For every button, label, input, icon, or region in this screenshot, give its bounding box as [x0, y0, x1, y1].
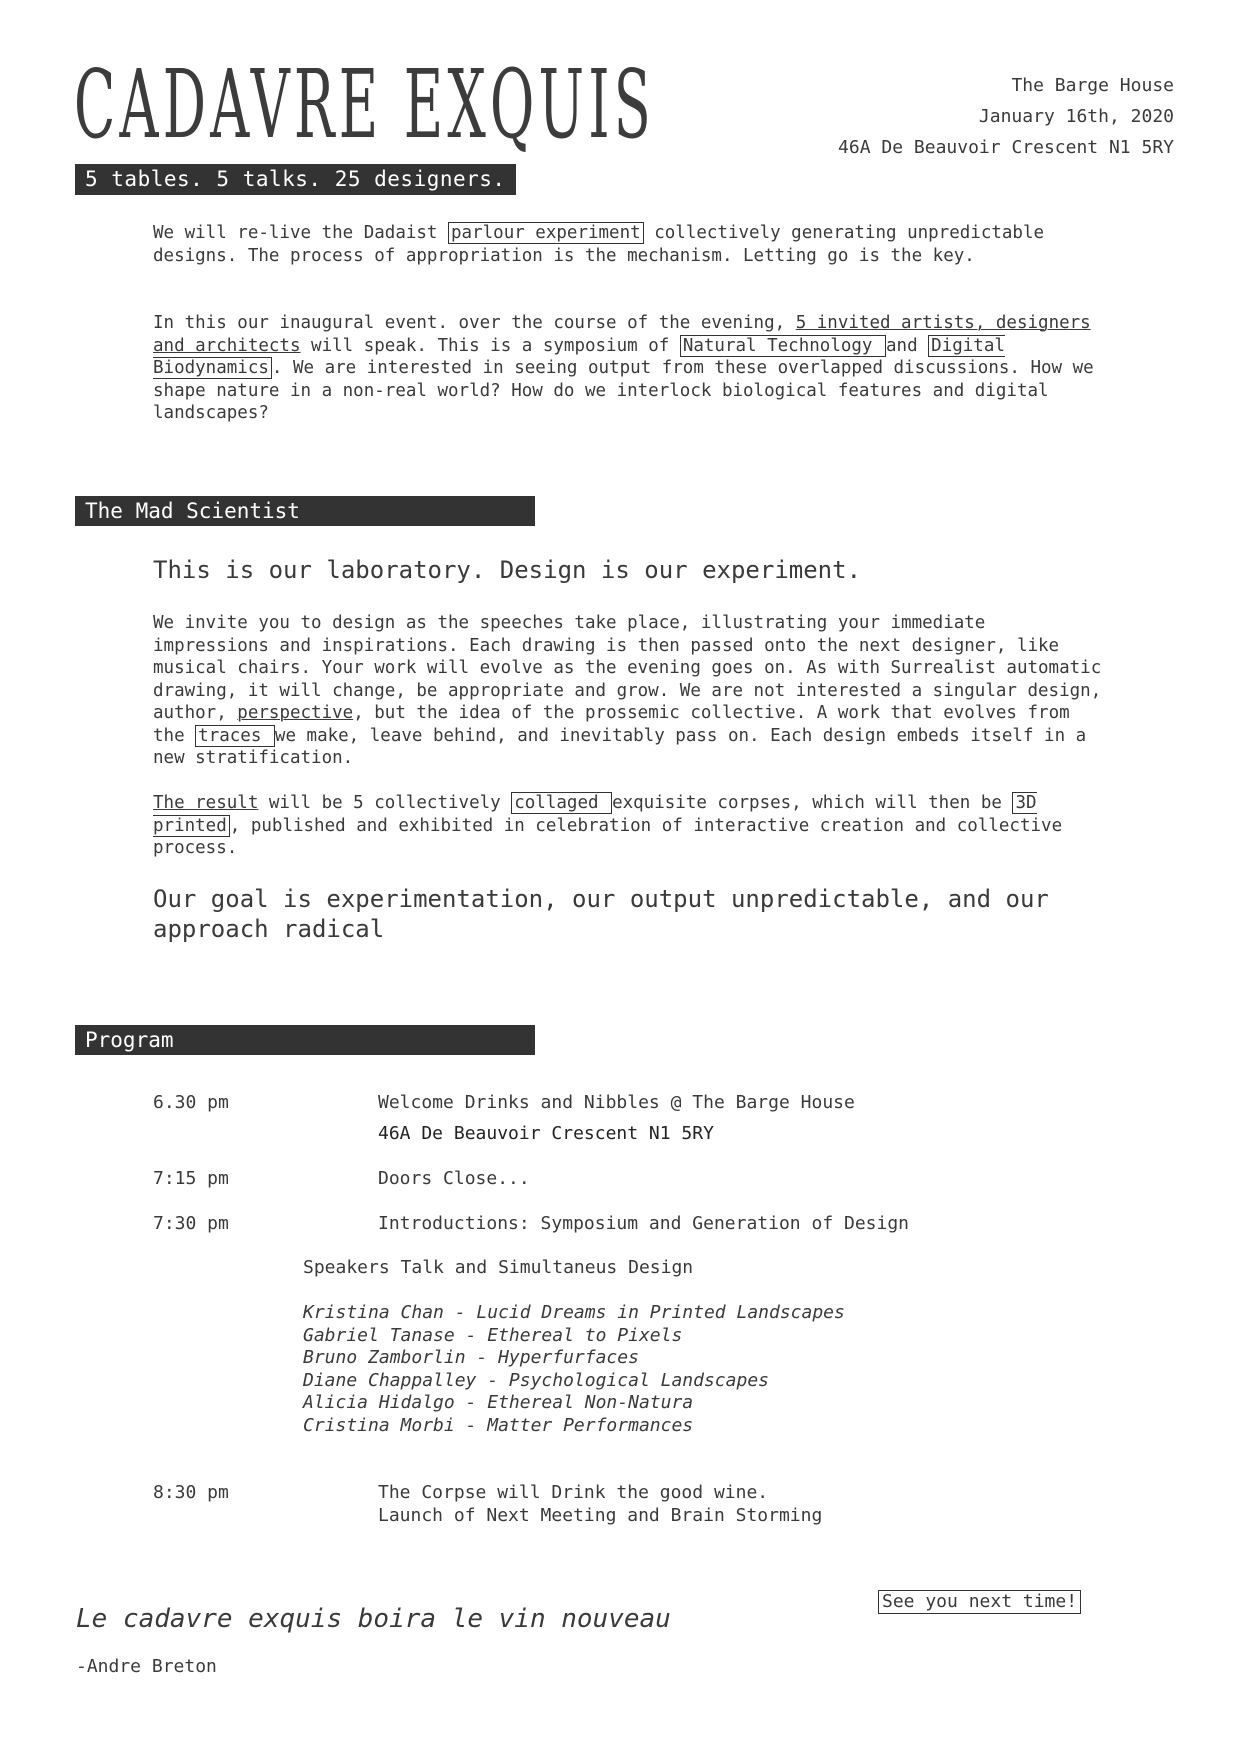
- program-item-1: Welcome Drinks and Nibbles @ The Barge House: [378, 1092, 855, 1113]
- text-run: , but the idea of the prossemic collective. A work that evolves from the: [153, 703, 1070, 746]
- program-item-4-extra: Launch of Next Meeting and Brain Storming: [378, 1505, 823, 1526]
- text-run: We invite you to design as the speeches take place, illustrating your immediate impressions and inspirations. Each drawing is then passed onto the next designer, like musical chairs. Your work will evolve as the evening goes on. As with Surrealist automatic drawing, it will change, be appropriate and grow. We are not interested a singular design, author,: [153, 613, 1102, 723]
- program-time-1: 6.30 pm: [153, 1092, 229, 1113]
- section-heading-mad-scientist: The Mad Scientist: [75, 496, 535, 526]
- program-item-4: The Corpse will Drink the good wine.: [378, 1482, 769, 1503]
- boxed-term-digital-biodynamics: Digital Biodynamics: [153, 335, 1005, 378]
- underlined-result: The result: [153, 793, 259, 813]
- event-title: CADAVRE EXQUIS: [74, 49, 655, 160]
- text-run: collectively generating unpredictable designs. The process of appropriation is the mechanism. Letting go is the key.: [153, 223, 1045, 266]
- event-date: January 16th, 2020: [978, 106, 1174, 127]
- text-run: We will re-live the Dadaist: [153, 223, 449, 243]
- see-you-box: See you next time!: [878, 1590, 1081, 1614]
- boxed-term-natural-technology: Natural Technology: [680, 335, 886, 357]
- boxed-term-traces: traces: [195, 725, 275, 747]
- program-subheading: Speakers Talk and Simultaneus Design: [303, 1257, 694, 1278]
- venue-address: 46A De Beauvoir Crescent N1 5RY: [838, 137, 1174, 158]
- text-run: we make, leave behind, and inevitably pass on. Each design embeds itself in a new stratification.: [153, 725, 1087, 768]
- section-heading-program: Program: [75, 1025, 535, 1055]
- program-time-4: 8:30 pm: [153, 1482, 229, 1503]
- text-run: will speak. This is a symposium of: [300, 335, 680, 356]
- speaker-item: Kristina Chan - Lucid Dreams in Printed Landscapes: [303, 1302, 845, 1323]
- program-item-1-address: 46A De Beauvoir Crescent N1 5RY: [378, 1123, 714, 1144]
- text-run: will be 5 collectively: [258, 793, 512, 813]
- text-run: exquisite corpses, which will then be: [612, 793, 1013, 813]
- text-run: and: [886, 335, 929, 356]
- goal-statement: Our goal is experimentation, our output unpredictable, and our approach radical: [153, 885, 1049, 943]
- text-run: In this our inaugural event. over the course of the evening,: [153, 313, 796, 333]
- program-time-3: 7:30 pm: [153, 1213, 229, 1234]
- text-run: , published and exhibited in celebration of interactive creation and collective process.: [153, 815, 1063, 858]
- lead-statement: This is our laboratory. Design is our experiment.: [153, 556, 862, 584]
- boxed-term-parlour-experiment: parlour experiment: [448, 222, 644, 244]
- text-run: . We are interested in seeing output from these overlapped discussions. How we shape nature in a non-real world? How do we interlock biological features and digital landscapes?: [153, 358, 1094, 423]
- intro-paragraph-2: [153, 312, 1103, 425]
- program-item-3: Introductions: Symposium and Generation of Design: [378, 1213, 910, 1234]
- speaker-item: Alicia Hidalgo - Ethereal Non-Natura: [303, 1392, 694, 1413]
- speaker-item: Bruno Zamborlin - Hyperfurfaces: [303, 1347, 639, 1368]
- boxed-term-collaged: collaged: [511, 792, 612, 814]
- speaker-item: Gabriel Tanase - Ethereal to Pixels: [303, 1324, 683, 1346]
- venue-name: The Barge House: [1011, 75, 1174, 96]
- quote-author: -Andre Breton: [76, 1656, 217, 1677]
- boxed-term-3d-printed: 3D printed: [153, 793, 1037, 836]
- closing-quote: Le cadavre exquis boira le vin nouveau: [76, 1604, 671, 1634]
- tagline-banner: 5 tables. 5 talks. 25 designers.: [75, 164, 516, 195]
- program-item-2: Doors Close...: [378, 1168, 530, 1189]
- mad-scientist-paragraph-1: [153, 612, 1103, 770]
- venue-info: [838, 70, 1174, 163]
- intro-paragraph-1: [153, 222, 1103, 267]
- program-time-2: 7:15 pm: [153, 1168, 229, 1189]
- speaker-item: Cristina Morbi - Matter Performances: [303, 1414, 694, 1436]
- mad-scientist-paragraph-2: [153, 792, 1103, 860]
- speaker-list: [303, 1302, 845, 1437]
- speaker-item: Diane Chappalley - Psychological Landscapes: [303, 1369, 769, 1391]
- underlined-speakers: 5 invited artists, designers and architects: [153, 313, 1091, 356]
- underlined-perspective: perspective: [237, 703, 354, 723]
